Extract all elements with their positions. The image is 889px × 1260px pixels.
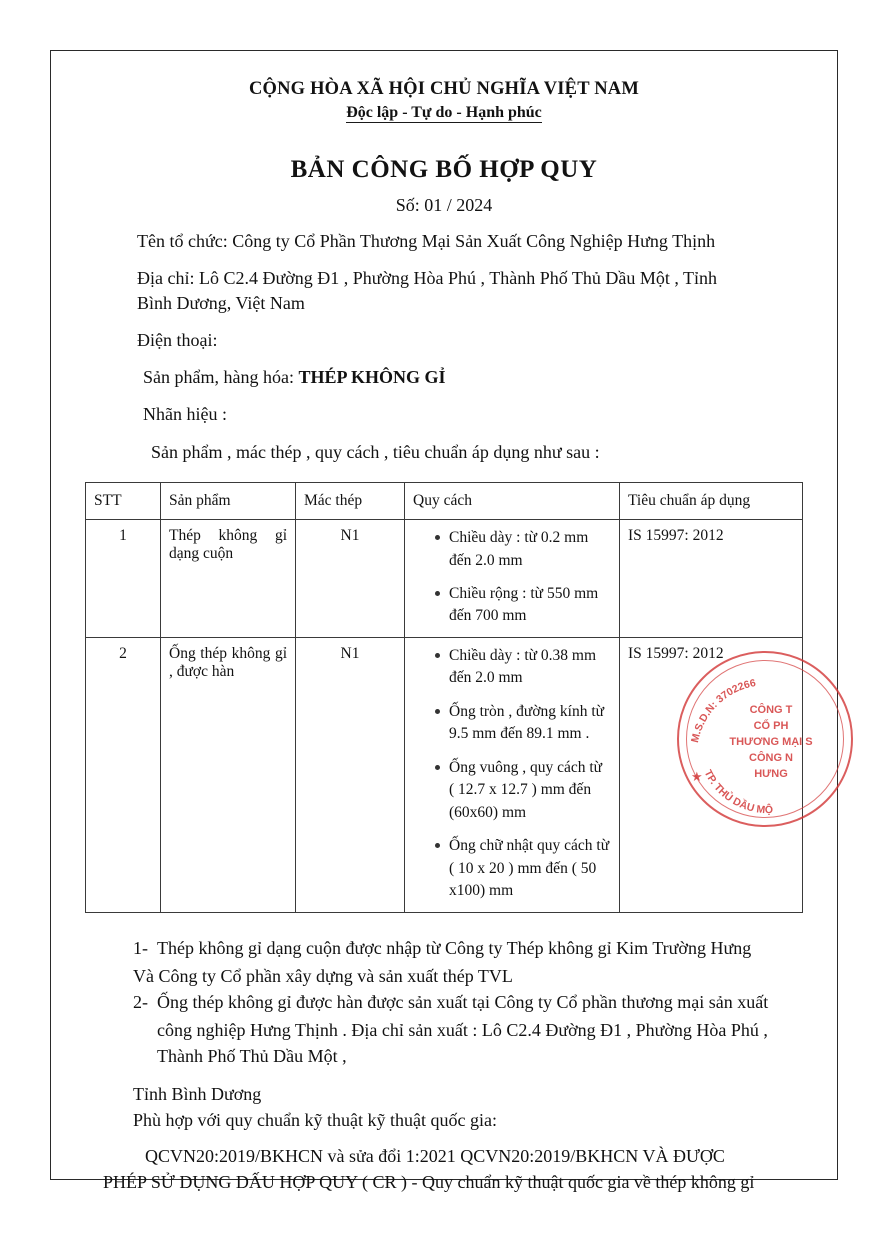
header-standard: Tiêu chuẩn áp dụng xyxy=(620,483,803,520)
document-number: Số: 01 / 2024 xyxy=(395,195,493,215)
document-page xyxy=(50,50,838,1193)
footer-standard-line2: PHÉP SỬ DỤNG DẤU HỢP QUY ( CR ) - Quy chuẩn kỹ thuật quốc gia về thép không gỉ xyxy=(103,1172,755,1193)
address-field xyxy=(85,266,803,290)
cell-grade: N1 xyxy=(296,637,405,912)
table-row xyxy=(86,520,803,638)
specification-table xyxy=(85,482,803,913)
header-stt: STT xyxy=(86,483,161,520)
note-1 xyxy=(85,935,803,961)
spec-item: Ống vuông , quy cách từ ( 12.7 x 12.7 ) mm đến (60x60) mm xyxy=(435,757,611,824)
product-label: Sản phẩm, hàng hóa: xyxy=(143,367,299,388)
seal-line-1: CÔNG T xyxy=(749,704,793,716)
note-2 xyxy=(85,989,803,1015)
cell-grade: N1 xyxy=(296,520,405,638)
spec-item: Ống chữ nhật quy cách từ ( 10 x 20 ) mm đến ( 50 x100) mm xyxy=(435,835,611,902)
notes-section xyxy=(85,935,803,1069)
note-1-number: 1- xyxy=(133,937,148,958)
footer-section xyxy=(85,1081,803,1195)
national-motto xyxy=(85,104,803,122)
cell-product: Thép không gỉ dạng cuộn xyxy=(161,520,296,638)
address-value-line2: Bình Dương, Việt Nam xyxy=(137,292,305,313)
national-motto-text: Độc lập - Tự do - Hạnh phúc xyxy=(346,104,542,121)
address-label: Địa chỉ: xyxy=(137,268,199,289)
cell-stt: 2 xyxy=(86,637,161,912)
footer-province: Tỉnh Bình Dương xyxy=(133,1084,262,1105)
cell-spec xyxy=(405,637,620,912)
document-body xyxy=(51,51,837,1193)
cell-spec xyxy=(405,520,620,638)
footer-conformity: Phù hợp với quy chuẩn kỹ thuật kỹ thuật quốc gia: xyxy=(133,1110,497,1131)
header-grade: Mác thép xyxy=(296,483,405,520)
note-1-continued: Và Công ty Cổ phần xây dựng và sản xuất thép TVL xyxy=(133,965,513,986)
phone-field: Điện thoại: xyxy=(137,329,218,350)
cell-stt: 1 xyxy=(86,520,161,638)
product-field xyxy=(85,365,803,389)
organization-value: Công ty Cổ Phần Thương Mại Sản Xuất Công Nghiệp Hưng Thịnh xyxy=(232,231,716,251)
note-2-continued: công nghiệp Hưng Thịnh . Địa chỉ sản xuất : Lô C2.4 Đường Đ1 , Phường Hòa Phú , xyxy=(157,1019,768,1040)
organization-label: Tên tổ chức: xyxy=(137,231,233,251)
seal-line-4: CÔNG N xyxy=(749,751,793,764)
spec-list xyxy=(413,527,611,628)
note-1-text: Thép không gỉ dạng cuộn được nhập từ Công ty Thép không gỉ Kim Trường Hưng xyxy=(157,937,752,958)
spec-list xyxy=(413,645,611,903)
note-2-continued-2: Thành Phố Thủ Dầu Một , xyxy=(157,1046,347,1067)
spec-item: Chiều dày : từ 0.2 mm đến 2.0 mm xyxy=(435,527,611,572)
header-spec: Quy cách xyxy=(405,483,620,520)
footer-standard-line1: QCVN20:2019/BKHCN và sửa đổi 1:2021 QCVN20:2019/BKHCN VÀ ĐƯỢC xyxy=(145,1146,725,1167)
table-intro: Sản phẩm , mác thép , quy cách , tiêu chuẩn áp dụng như sau : xyxy=(151,441,600,462)
note-2-text: Ống thép không gỉ được hàn được sản xuất tại Công ty Cổ phần thương mại sản xuất xyxy=(157,991,769,1012)
seal-line-3: THƯƠNG MẠI S xyxy=(729,735,813,748)
cell-product: Ống thép không gỉ , được hàn xyxy=(161,637,296,912)
national-heading: CỘNG HÒA XÃ HỘI CHỦ NGHĨA VIỆT NAM xyxy=(248,79,640,99)
seal-line-2: CỔ PH xyxy=(753,719,789,732)
spec-item: Chiều rộng : từ 550 mm đến 700 mm xyxy=(435,583,611,628)
cell-standard: IS 15997: 2012 xyxy=(620,637,803,912)
page-title: BẢN CÔNG BỐ HỢP QUY xyxy=(290,156,598,183)
table-row xyxy=(86,637,803,912)
table-header-row xyxy=(86,483,803,520)
header-product: Sản phẩm xyxy=(161,483,296,520)
seal-arc-bottom-text: TP. THỦ DẦU MỘ xyxy=(701,767,774,817)
brand-field: Nhãn hiệu : xyxy=(143,404,227,425)
spec-item: Chiều dày : từ 0.38 mm đến 2.0 mm xyxy=(435,645,611,690)
address-value: Lô C2.4 Đường Đ1 , Phường Hòa Phú , Thành Phố Thủ Dầu Một , Tỉnh xyxy=(198,268,718,289)
seal-arc-top-text: M.S.D.N: 3702266 xyxy=(689,677,757,744)
cell-standard: IS 15997: 2012 xyxy=(620,520,803,638)
seal-line-5: HƯNG xyxy=(754,767,788,780)
spec-item: Ống tròn , đường kính từ 9.5 mm đến 89.1 mm . xyxy=(435,701,611,746)
organization-field xyxy=(85,229,803,253)
star-icon: ★ xyxy=(691,769,703,784)
note-2-number: 2- xyxy=(133,991,148,1012)
product-value: THÉP KHÔNG GỈ xyxy=(298,367,446,388)
